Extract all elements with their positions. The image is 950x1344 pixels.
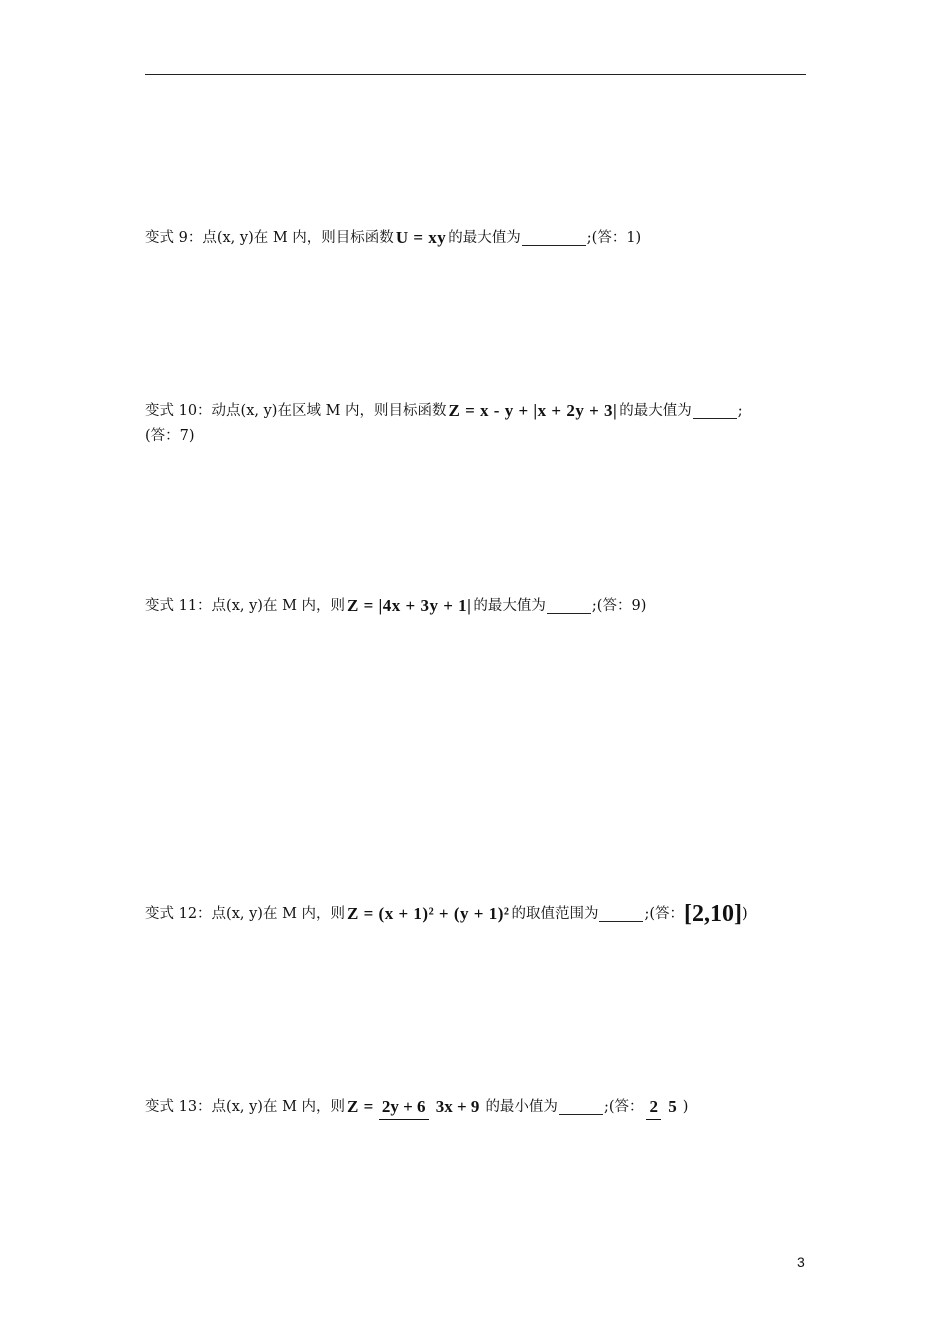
problem-13-answer-label: ;(答： bbox=[603, 1099, 644, 1115]
header-rule bbox=[145, 74, 806, 75]
problem-13-text: 变式 13：点(x, y)在 M 内，则 bbox=[145, 1099, 346, 1115]
problem-9-text: 变式 9：点(x, y)在 M 内，则目标函数 bbox=[145, 230, 394, 246]
problem-10-formula: Z = x - y + |x + 2y + 3| bbox=[448, 401, 618, 420]
problem-9 bbox=[145, 228, 641, 248]
problem-11-formula: Z = |4x + 3y + 1| bbox=[347, 596, 472, 615]
problem-12 bbox=[145, 901, 748, 927]
answer-blank[interactable] bbox=[522, 231, 586, 246]
answer-denominator: 5 bbox=[668, 1096, 677, 1116]
problem-11-question: 的最大值为 bbox=[473, 598, 546, 614]
answer-blank[interactable] bbox=[693, 404, 737, 419]
problem-10-answer: (答：7) bbox=[145, 428, 195, 444]
problem-13-question: 的最小值为 bbox=[485, 1099, 558, 1115]
problem-12-question: 的取值范围为 bbox=[511, 906, 599, 922]
problem-13 bbox=[145, 1084, 688, 1130]
problem-13-answer-fraction bbox=[646, 1095, 679, 1120]
page-number: 3 bbox=[797, 1254, 805, 1270]
problem-10-text: 变式 10：动点(x, y)在区域 M 内，则目标函数 bbox=[145, 403, 447, 419]
problem-10-question: 的最大值为 bbox=[619, 403, 692, 419]
problem-12-formula: Z = (x + 1)² + (y + 1)² bbox=[347, 904, 510, 923]
problem-12-text: 变式 12：点(x, y)在 M 内，则 bbox=[145, 906, 346, 922]
answer-numerator: 2 bbox=[646, 1097, 661, 1120]
problem-11-text: 变式 11：点(x, y)在 M 内，则 bbox=[145, 598, 346, 614]
problem-13-close: ) bbox=[682, 1099, 689, 1115]
problem-12-answer-label: ;(答： bbox=[644, 906, 685, 922]
problem-9-question: 的最大值为 bbox=[448, 230, 521, 246]
problem-10-answer-line bbox=[145, 426, 195, 446]
problem-13-lhs: Z = bbox=[347, 1097, 374, 1116]
problem-10-tail: ; bbox=[737, 403, 743, 419]
problem-9-formula: U = xy bbox=[395, 228, 447, 247]
problem-12-answer-interval: [2,10] bbox=[684, 901, 742, 927]
problem-13-fraction bbox=[379, 1095, 483, 1120]
answer-blank[interactable] bbox=[547, 599, 591, 614]
problem-12-close: ) bbox=[742, 906, 748, 922]
fraction-numerator: 2y + 6 bbox=[379, 1097, 429, 1120]
fraction-denominator: 3x + 9 bbox=[435, 1096, 480, 1116]
problem-10 bbox=[145, 401, 743, 421]
problem-11 bbox=[145, 596, 646, 616]
problem-9-answer: ;(答：1) bbox=[586, 230, 642, 246]
answer-blank[interactable] bbox=[559, 1100, 603, 1115]
problem-11-answer: ;(答：9) bbox=[591, 598, 647, 614]
answer-blank[interactable] bbox=[599, 907, 643, 922]
